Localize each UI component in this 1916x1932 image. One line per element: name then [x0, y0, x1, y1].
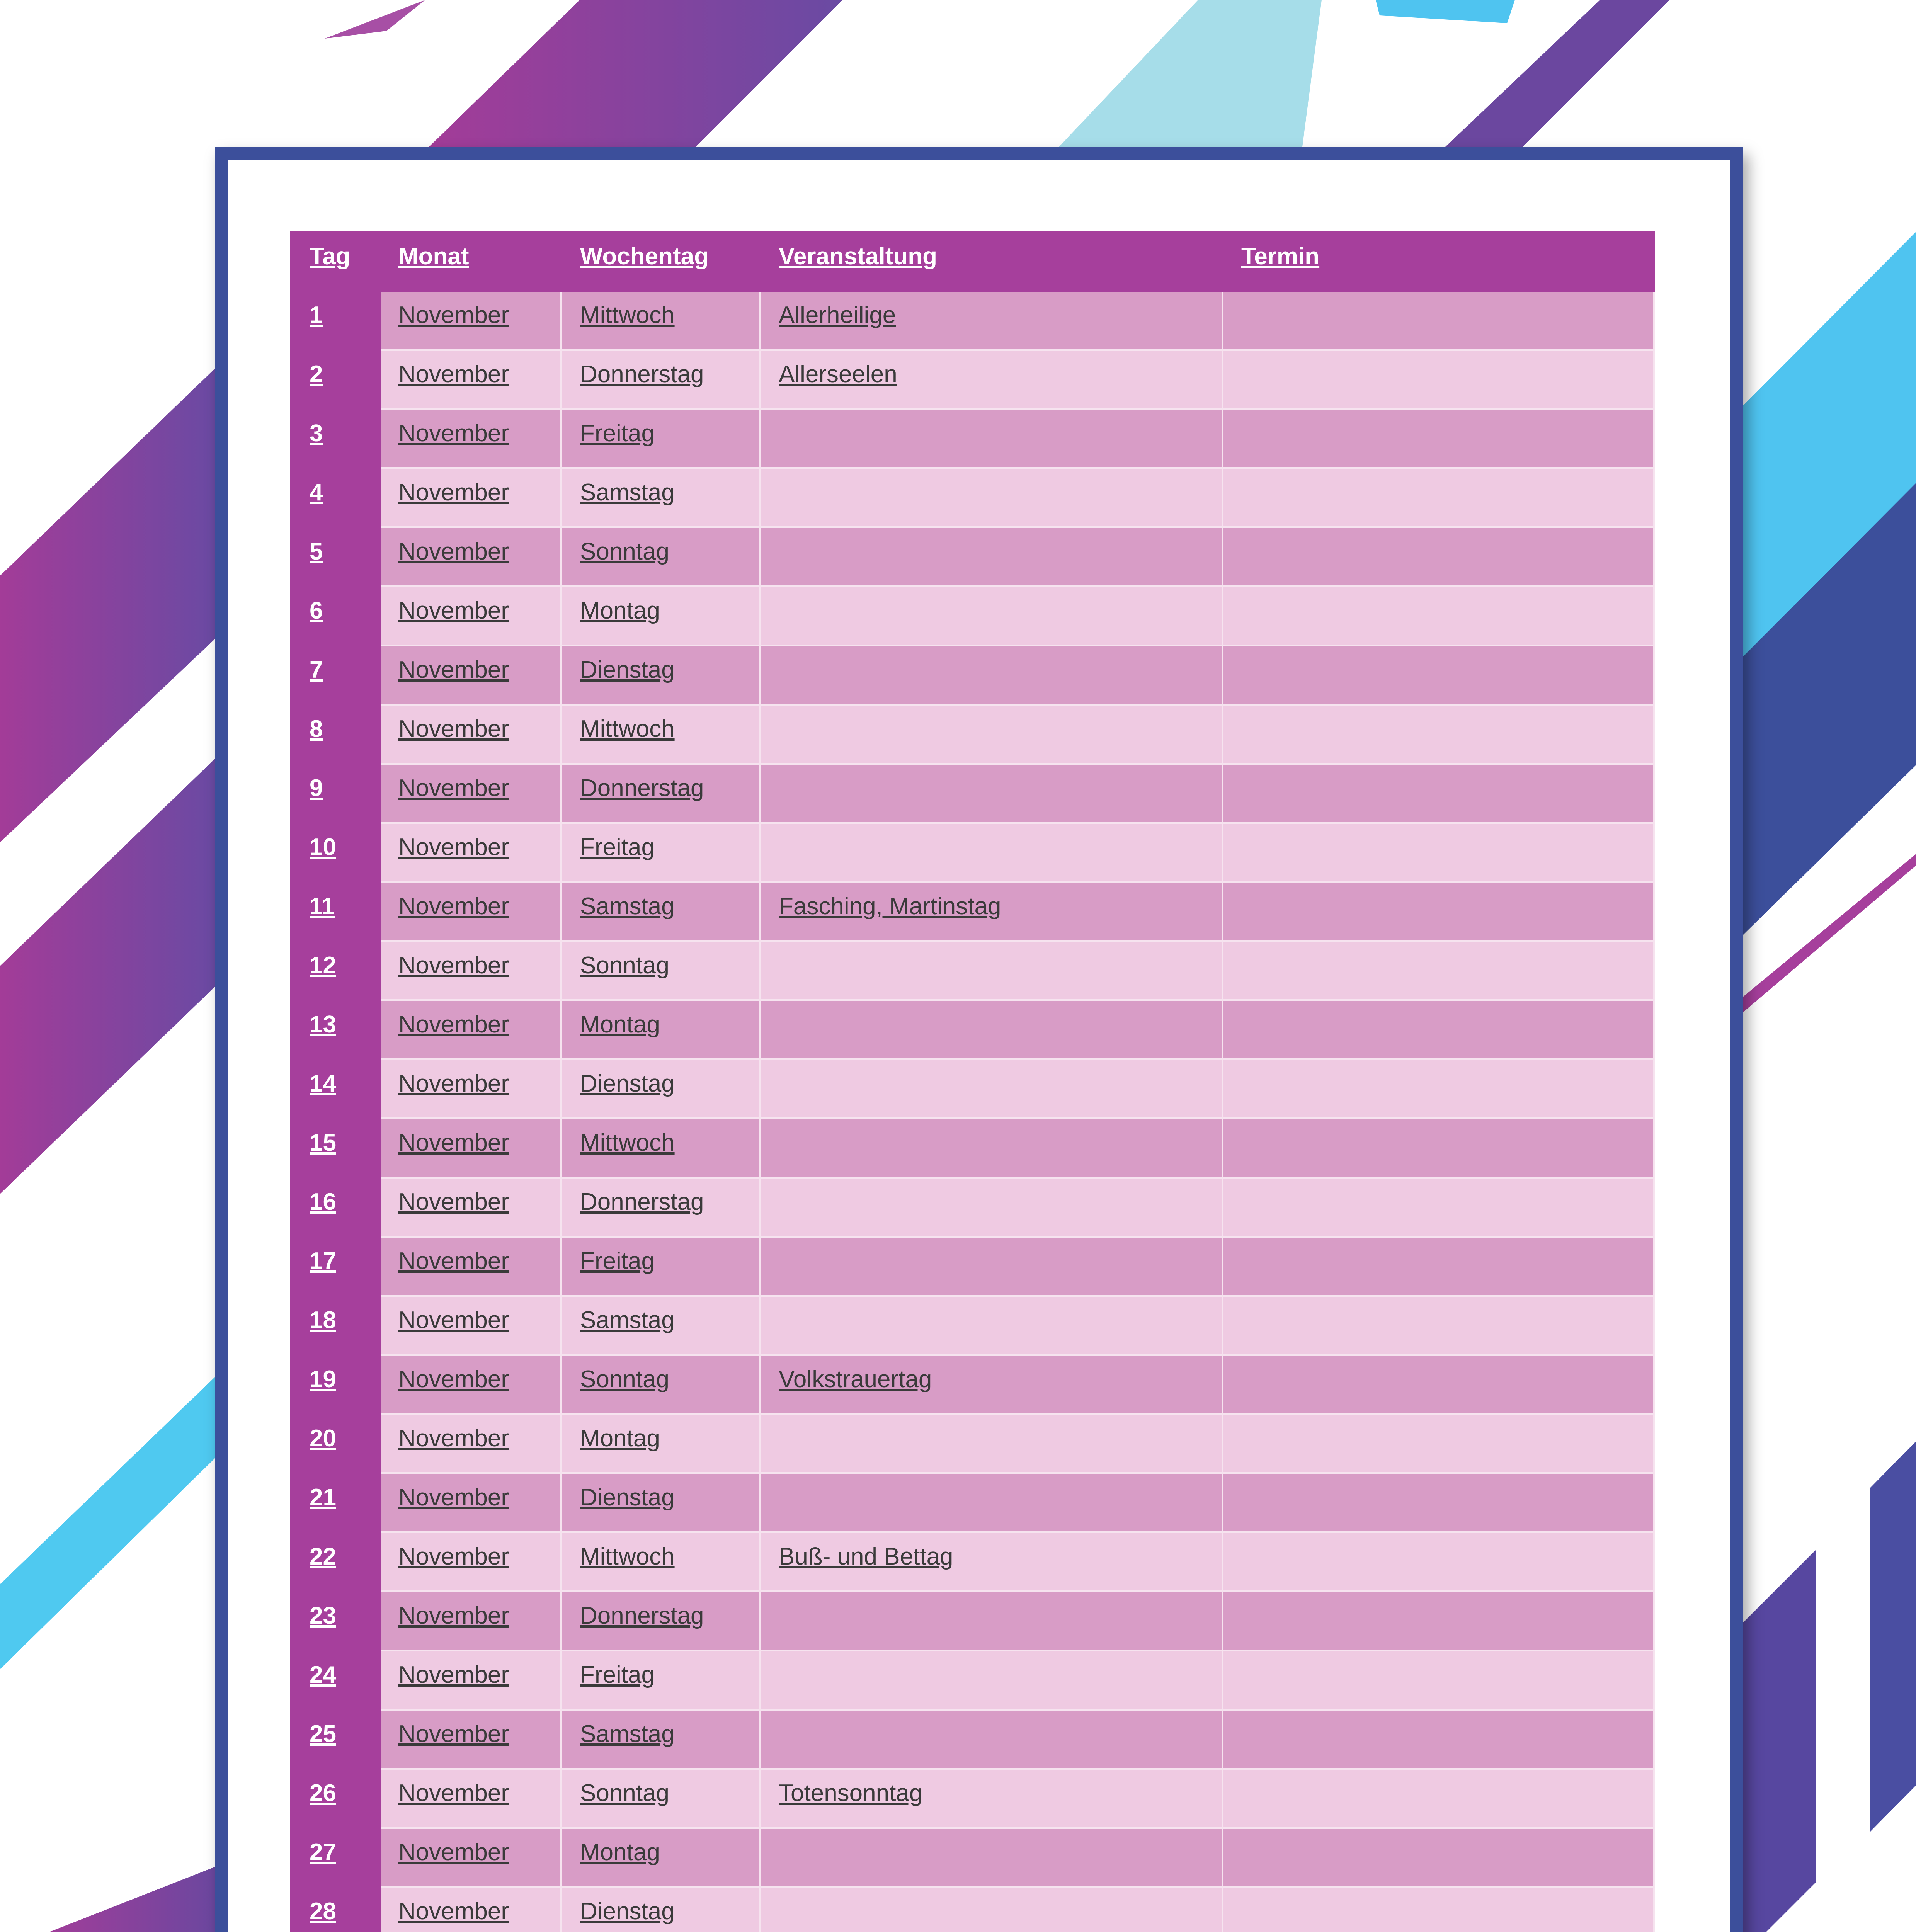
table-row — [291, 1178, 1654, 1237]
termin-cell — [1223, 1592, 1654, 1651]
monat-cell[interactable]: November — [380, 527, 562, 587]
tag-cell[interactable]: 7 — [291, 646, 380, 705]
header-monat[interactable]: Monat — [380, 232, 562, 291]
tag-cell[interactable]: 25 — [291, 1710, 380, 1769]
tag-cell[interactable]: 1 — [291, 291, 380, 350]
veranstaltung-cell — [760, 1592, 1223, 1651]
tag-cell[interactable]: 27 — [291, 1828, 380, 1887]
calendar-table — [290, 231, 1655, 1932]
wochentag-cell[interactable]: Sonntag — [562, 1355, 760, 1414]
termin-cell — [1223, 527, 1654, 587]
monat-cell[interactable]: November — [380, 823, 562, 882]
tag-cell[interactable]: 9 — [291, 764, 380, 823]
termin-cell — [1223, 1060, 1654, 1119]
wochentag-cell[interactable]: Freitag — [562, 1651, 760, 1710]
table-row — [291, 1414, 1654, 1473]
table-row — [291, 882, 1654, 941]
monat-cell[interactable]: November — [380, 1237, 562, 1296]
stripe-shape — [0, 757, 216, 1194]
veranstaltung-cell — [760, 764, 1223, 823]
veranstaltung-cell — [760, 705, 1223, 764]
termin-cell — [1223, 823, 1654, 882]
wochentag-cell[interactable]: Freitag — [562, 1237, 760, 1296]
tag-cell[interactable]: 8 — [291, 705, 380, 764]
table-row — [291, 1887, 1654, 1932]
table-row — [291, 646, 1654, 705]
wochentag-cell[interactable]: Samstag — [562, 1296, 760, 1355]
wochentag-cell[interactable]: Freitag — [562, 823, 760, 882]
stripe-shape — [0, 1376, 216, 1669]
wochentag-cell[interactable]: Montag — [562, 1414, 760, 1473]
tag-cell[interactable]: 26 — [291, 1769, 380, 1828]
table-row — [291, 1651, 1654, 1710]
tag-cell[interactable]: 17 — [291, 1237, 380, 1296]
termin-cell — [1223, 705, 1654, 764]
table-row — [291, 1532, 1654, 1592]
stripe-shape — [1059, 0, 1322, 147]
table-row — [291, 1060, 1654, 1119]
tag-cell[interactable]: 20 — [291, 1414, 380, 1473]
monat-cell[interactable]: November — [380, 1060, 562, 1119]
wochentag-cell[interactable]: Montag — [562, 587, 760, 646]
veranstaltung-cell[interactable]: Buß- und Bettag — [760, 1532, 1223, 1592]
table-row — [291, 1119, 1654, 1178]
termin-cell — [1223, 1355, 1654, 1414]
veranstaltung-cell — [760, 1651, 1223, 1710]
monat-cell[interactable]: November — [380, 409, 562, 468]
wochentag-cell[interactable]: Montag — [562, 1000, 760, 1060]
table-row — [291, 1237, 1654, 1296]
table-row — [291, 527, 1654, 587]
wochentag-cell[interactable]: Mittwoch — [562, 1532, 760, 1592]
tag-cell[interactable]: 12 — [291, 941, 380, 1000]
stripe-shape — [325, 0, 425, 39]
termin-cell — [1223, 1651, 1654, 1710]
tag-cell[interactable]: 5 — [291, 527, 380, 587]
termin-cell — [1223, 350, 1654, 409]
termin-cell — [1223, 1473, 1654, 1532]
termin-cell — [1223, 291, 1654, 350]
wochentag-cell[interactable]: Montag — [562, 1828, 760, 1887]
tag-cell[interactable]: 21 — [291, 1473, 380, 1532]
monat-cell[interactable]: November — [380, 1355, 562, 1414]
document-frame — [215, 147, 1743, 1932]
table-row — [291, 705, 1654, 764]
monat-cell[interactable]: November — [380, 1887, 562, 1932]
stripe-shape — [0, 1866, 216, 1932]
wochentag-cell[interactable]: Donnerstag — [562, 1178, 760, 1237]
termin-cell — [1223, 941, 1654, 1000]
monat-cell[interactable]: November — [380, 1178, 562, 1237]
monat-cell[interactable]: November — [380, 1532, 562, 1592]
monat-cell[interactable]: November — [380, 350, 562, 409]
monat-cell[interactable]: November — [380, 1828, 562, 1887]
table-row — [291, 409, 1654, 468]
wochentag-cell[interactable]: Dienstag — [562, 646, 760, 705]
monat-cell[interactable]: November — [380, 468, 562, 527]
stripe-shape — [1376, 0, 1515, 23]
termin-cell — [1223, 1000, 1654, 1060]
termin-cell — [1223, 409, 1654, 468]
veranstaltung-cell — [760, 1414, 1223, 1473]
monat-cell[interactable]: November — [380, 705, 562, 764]
header-veranstaltung[interactable]: Veranstaltung — [760, 232, 1223, 291]
stripe-shape — [429, 0, 842, 147]
header-tag[interactable]: Tag — [291, 232, 380, 291]
termin-cell — [1223, 1769, 1654, 1828]
wochentag-cell[interactable]: Donnerstag — [562, 1592, 760, 1651]
tag-cell[interactable]: 4 — [291, 468, 380, 527]
veranstaltung-cell — [760, 587, 1223, 646]
veranstaltung-cell[interactable]: Allerseelen — [760, 350, 1223, 409]
termin-cell — [1223, 1887, 1654, 1932]
table-row — [291, 587, 1654, 646]
wochentag-cell[interactable]: Mittwoch — [562, 291, 760, 350]
table-row — [291, 823, 1654, 882]
table-row — [291, 1710, 1654, 1769]
stripe-shape — [0, 367, 216, 842]
termin-cell — [1223, 1119, 1654, 1178]
termin-cell — [1223, 1178, 1654, 1237]
wochentag-cell[interactable]: Mittwoch — [562, 1119, 760, 1178]
table-row — [291, 1473, 1654, 1532]
monat-cell[interactable]: November — [380, 587, 562, 646]
table-row — [291, 1769, 1654, 1828]
veranstaltung-cell[interactable]: Volkstrauertag — [760, 1355, 1223, 1414]
table-row — [291, 941, 1654, 1000]
wochentag-cell[interactable]: Sonntag — [562, 527, 760, 587]
termin-cell — [1223, 1532, 1654, 1592]
monat-cell[interactable]: November — [380, 1296, 562, 1355]
veranstaltung-cell — [760, 1237, 1223, 1296]
tag-cell[interactable]: 10 — [291, 823, 380, 882]
table-row — [291, 1592, 1654, 1651]
table-row — [291, 1296, 1654, 1355]
monat-cell[interactable]: November — [380, 1651, 562, 1710]
table-row — [291, 1828, 1654, 1887]
wochentag-cell[interactable]: Sonntag — [562, 941, 760, 1000]
tag-cell[interactable]: 18 — [291, 1296, 380, 1355]
veranstaltung-cell — [760, 823, 1223, 882]
wochentag-cell[interactable]: Sonntag — [562, 1769, 760, 1828]
stripe-shape — [1870, 1441, 1916, 1832]
monat-cell[interactable]: November — [380, 1414, 562, 1473]
monat-cell[interactable]: November — [380, 941, 562, 1000]
wochentag-cell[interactable]: Mittwoch — [562, 705, 760, 764]
wochentag-cell[interactable]: Dienstag — [562, 1887, 760, 1932]
tag-cell[interactable]: 24 — [291, 1651, 380, 1710]
tag-cell[interactable]: 3 — [291, 409, 380, 468]
table-row — [291, 1000, 1654, 1060]
wochentag-cell[interactable]: Samstag — [562, 468, 760, 527]
table-row — [291, 764, 1654, 823]
termin-cell — [1223, 1414, 1654, 1473]
termin-cell — [1223, 1237, 1654, 1296]
monat-cell[interactable]: November — [380, 1769, 562, 1828]
monat-cell[interactable]: November — [380, 1473, 562, 1532]
veranstaltung-cell[interactable]: Totensonntag — [760, 1769, 1223, 1828]
monat-cell[interactable]: November — [380, 1592, 562, 1651]
veranstaltung-cell[interactable]: Fasching, Martinstag — [760, 882, 1223, 941]
tag-cell[interactable]: 13 — [291, 1000, 380, 1060]
termin-cell — [1223, 1710, 1654, 1769]
veranstaltung-cell — [760, 1060, 1223, 1119]
tag-cell[interactable]: 15 — [291, 1119, 380, 1178]
veranstaltung-cell — [760, 1178, 1223, 1237]
wochentag-cell[interactable]: Samstag — [562, 882, 760, 941]
tag-cell[interactable]: 6 — [291, 587, 380, 646]
wochentag-cell[interactable]: Dienstag — [562, 1060, 760, 1119]
veranstaltung-cell — [760, 1887, 1223, 1932]
veranstaltung-cell — [760, 1473, 1223, 1532]
table-row — [291, 468, 1654, 527]
veranstaltung-cell — [760, 1000, 1223, 1060]
table-row — [291, 1355, 1654, 1414]
termin-cell — [1223, 646, 1654, 705]
wochentag-cell[interactable]: Dienstag — [562, 1473, 760, 1532]
monat-cell[interactable]: November — [380, 1000, 562, 1060]
veranstaltung-cell[interactable]: Allerheilige — [760, 291, 1223, 350]
tag-cell[interactable]: 23 — [291, 1592, 380, 1651]
header-wochentag[interactable]: Wochentag — [562, 232, 760, 291]
wochentag-cell[interactable]: Donnerstag — [562, 764, 760, 823]
termin-cell — [1223, 468, 1654, 527]
tag-cell[interactable]: 2 — [291, 350, 380, 409]
tag-cell[interactable]: 11 — [291, 882, 380, 941]
header-termin[interactable]: Termin — [1223, 232, 1654, 291]
tag-cell[interactable]: 14 — [291, 1060, 380, 1119]
termin-cell — [1223, 882, 1654, 941]
veranstaltung-cell — [760, 1296, 1223, 1355]
monat-cell[interactable]: November — [380, 291, 562, 350]
monat-cell[interactable]: November — [380, 764, 562, 823]
stripe-shape — [1743, 1549, 1816, 1932]
veranstaltung-cell — [760, 527, 1223, 587]
wochentag-cell[interactable]: Samstag — [562, 1710, 760, 1769]
tag-cell[interactable]: 28 — [291, 1887, 380, 1932]
table-body — [291, 291, 1654, 1932]
monat-cell[interactable]: November — [380, 882, 562, 941]
veranstaltung-cell — [760, 941, 1223, 1000]
veranstaltung-cell — [760, 468, 1223, 527]
tag-cell[interactable]: 19 — [291, 1355, 380, 1414]
wochentag-cell[interactable]: Donnerstag — [562, 350, 760, 409]
termin-cell — [1223, 587, 1654, 646]
termin-cell — [1223, 1828, 1654, 1887]
tag-cell[interactable]: 16 — [291, 1178, 380, 1237]
veranstaltung-cell — [760, 409, 1223, 468]
table-row — [291, 291, 1654, 350]
veranstaltung-cell — [760, 646, 1223, 705]
veranstaltung-cell — [760, 1119, 1223, 1178]
veranstaltung-cell — [760, 1710, 1223, 1769]
table-header-row — [291, 232, 1654, 291]
termin-cell — [1223, 764, 1654, 823]
veranstaltung-cell — [760, 1828, 1223, 1887]
stripe-shape — [1445, 0, 1669, 147]
table-row — [291, 350, 1654, 409]
monat-cell[interactable]: November — [380, 1119, 562, 1178]
wochentag-cell[interactable]: Freitag — [562, 409, 760, 468]
tag-cell[interactable]: 22 — [291, 1532, 380, 1592]
monat-cell[interactable]: November — [380, 1710, 562, 1769]
termin-cell — [1223, 1296, 1654, 1355]
monat-cell[interactable]: November — [380, 646, 562, 705]
